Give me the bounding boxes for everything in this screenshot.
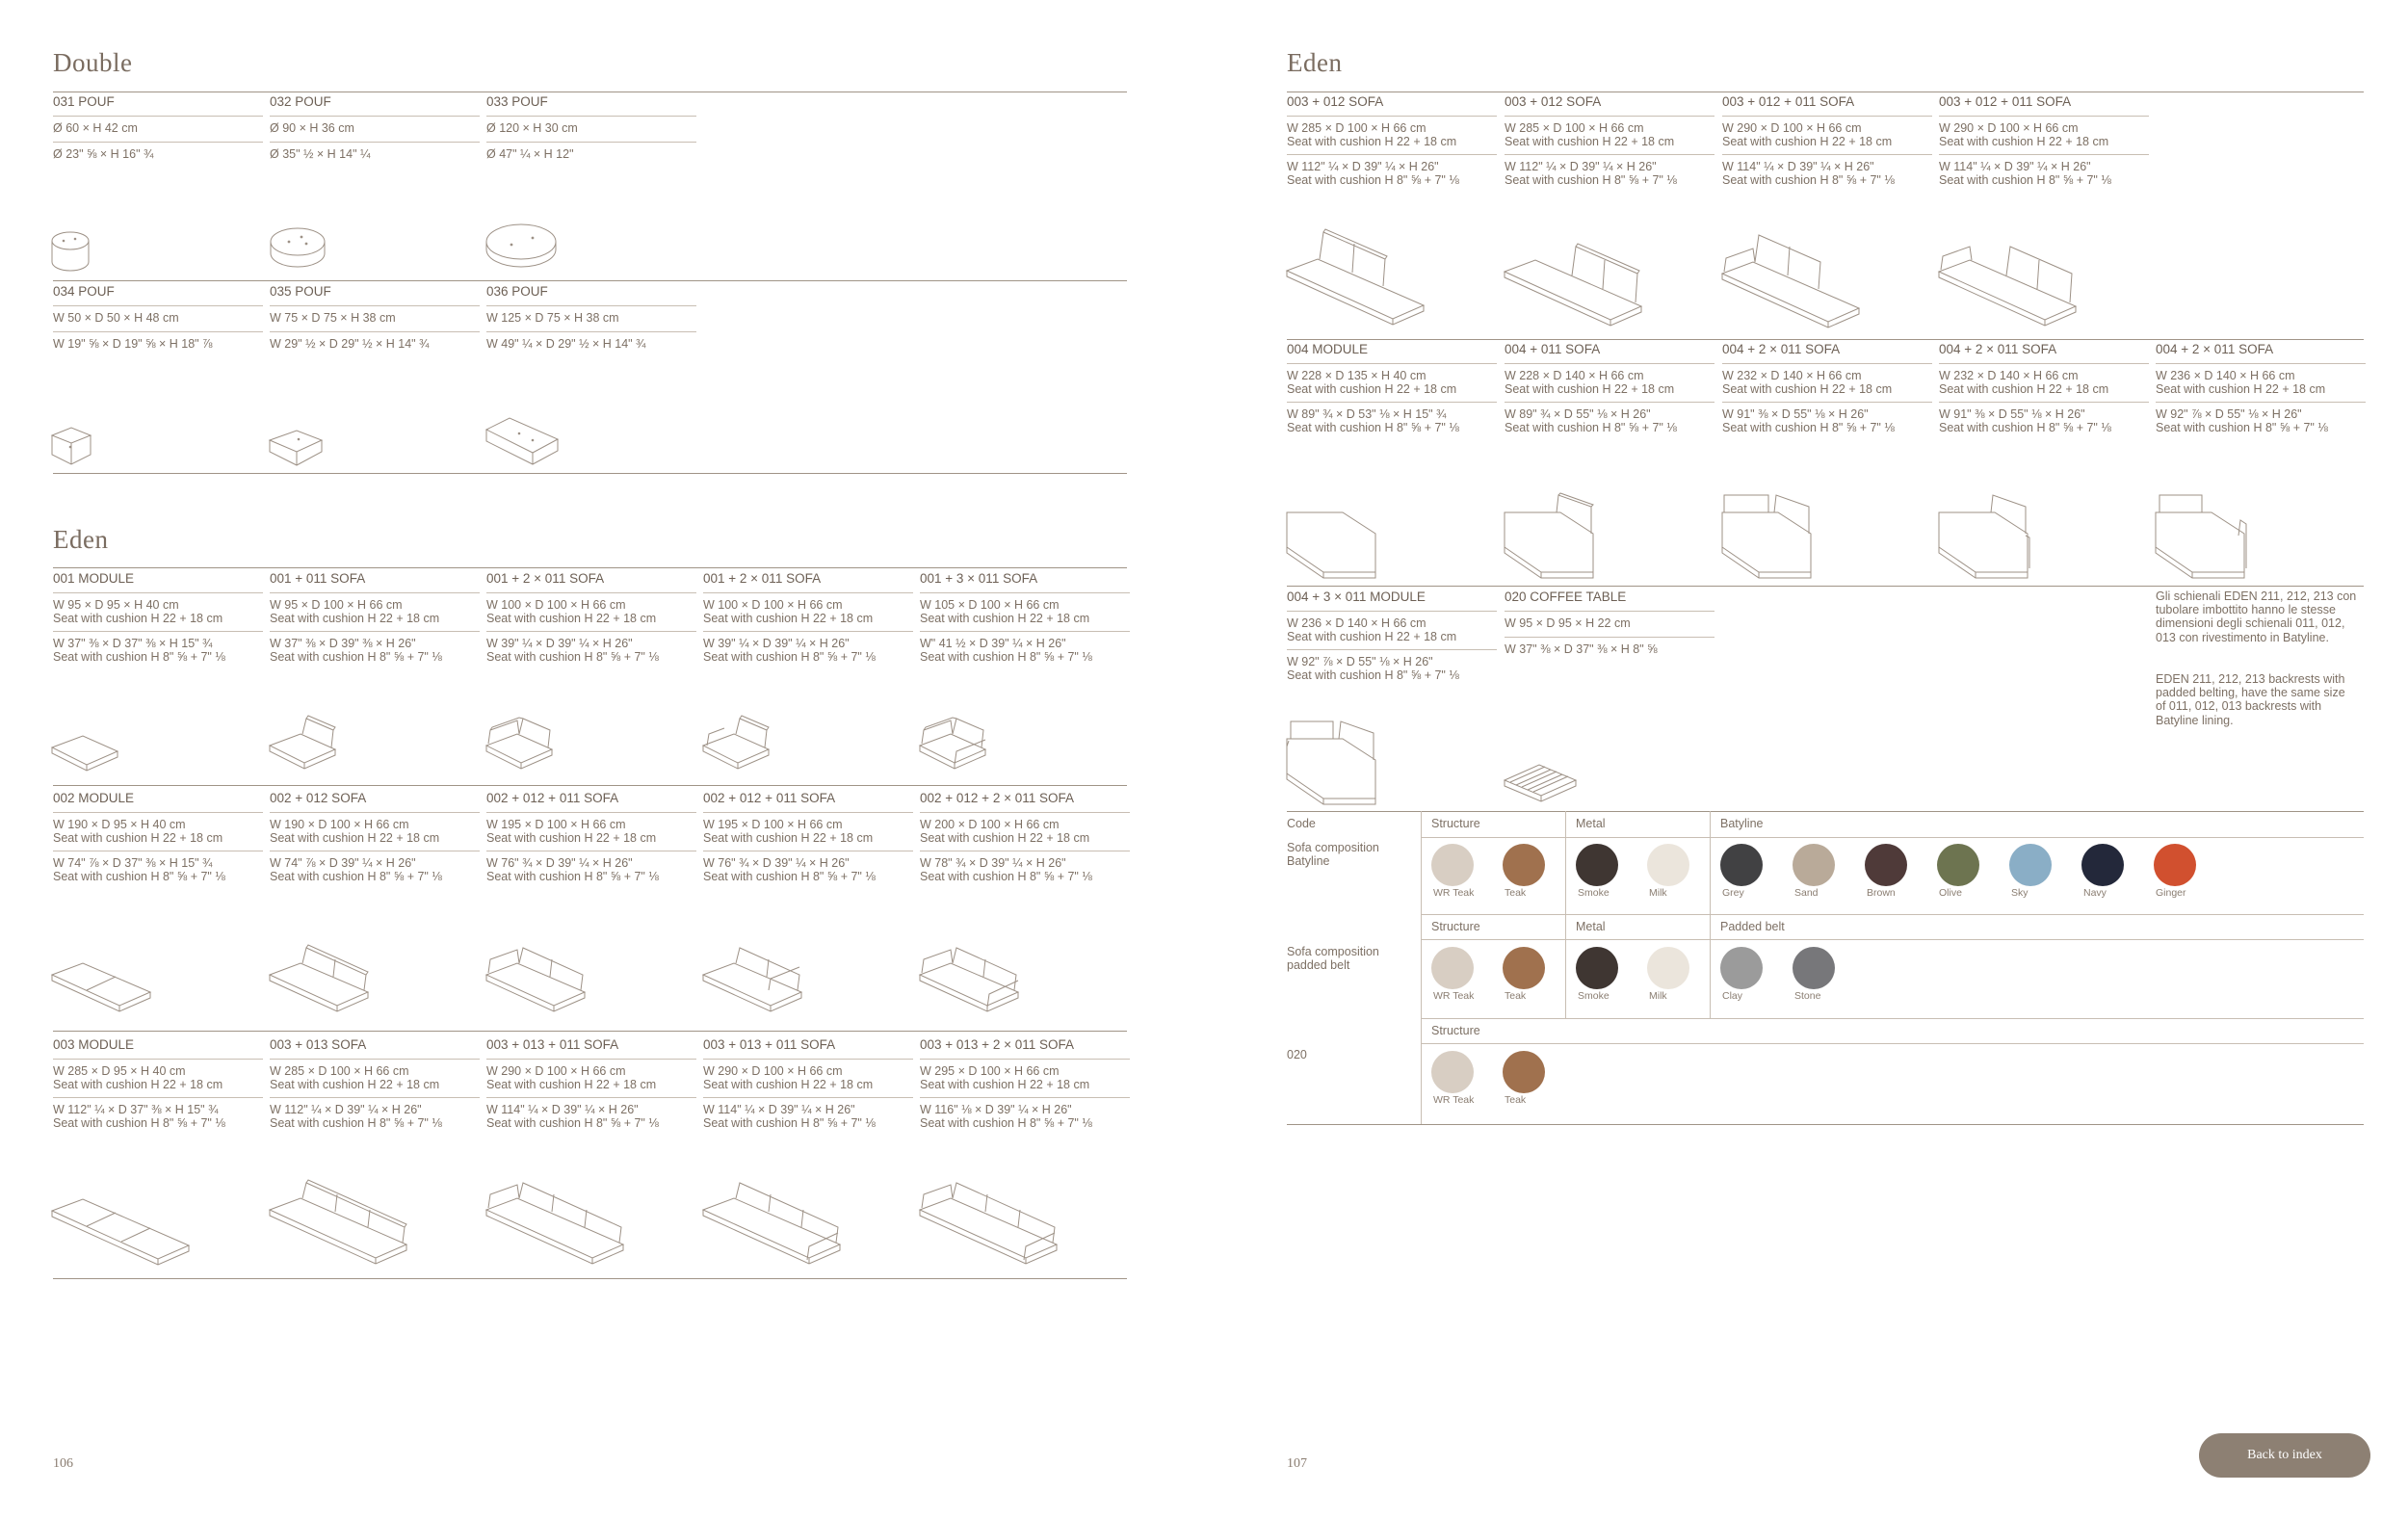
eden-title-right: Eden bbox=[1287, 48, 1343, 77]
swatch-sky bbox=[2009, 844, 2052, 886]
swatch-label: Sky bbox=[2011, 887, 2028, 899]
swatch-stone bbox=[1793, 947, 1835, 989]
pouf-round-medium-drawing bbox=[268, 224, 329, 273]
product-003-012-sofa: 003 + 012 SOFA W 285 × D 100 × H 66 cm Seat with cushion H 22 + 18 cm W 112" ¼ × D 39" ¼ × H 26" Seat with cushion H 8" ⅝ + 7" ⅛ bbox=[1287, 94, 1497, 187]
module-double-drawing bbox=[50, 954, 156, 1021]
pouf-square-medium-drawing bbox=[268, 427, 326, 469]
swatch-label: Navy bbox=[2083, 887, 2107, 899]
sofa-001-3x011-drawing bbox=[918, 713, 993, 776]
product-004-011-sofa: 004 + 011 SOFA W 228 × D 140 × H 66 cm Seat with cushion H 22 + 18 cm W 89" ¾ × D 55" ⅛ × H 26" Seat with cushion H 8" ⅝ + 7" ⅛ bbox=[1505, 342, 1714, 434]
swatch-wr-teak bbox=[1431, 1051, 1474, 1093]
sofa-003-012-011-drawing bbox=[1720, 229, 1865, 335]
product-003-012-sofa: 003 + 012 SOFA W 285 × D 100 × H 66 cm Seat with cushion H 22 + 18 cm W 112" ¼ × D 39" ¼ × H 26" Seat with cushion H 8" ⅝ + 7" ⅛ bbox=[1505, 94, 1714, 187]
sofa-004-3x011-drawing bbox=[1285, 718, 1381, 808]
swatch-wr-teak bbox=[1431, 844, 1474, 886]
sofa-001-2x011-drawing bbox=[484, 713, 556, 776]
row-rule bbox=[53, 280, 1127, 281]
materials-row-rule bbox=[1421, 939, 2364, 940]
product-004-2x011-sofa-wide: 004 + 2 × 011 SOFA W 236 × D 140 × H 66 cm Seat with cushion H 22 + 18 cm W 92" ⅞ × D 55" ⅛ × H 26" Seat with cushion H 8" ⅝ + 7" ⅛ bbox=[2156, 342, 2366, 434]
product-001-2x011-sofa: 001 + 2 × 011 SOFA W 100 × D 100 × H 66 cm Seat with cushion H 22 + 18 cm W 39" ¼ × D 39" ¼ × H 26" Seat with cushion H 8" ⅝ + 7" ⅛ bbox=[486, 571, 696, 664]
product-003-module: 003 MODULE W 285 × D 95 × H 40 cm Seat with cushion H 22 + 18 cm W 112" ¼ × D 37" ⅜ × H 15" ¾ Seat with cushion H 8" ⅝ + 7" ⅛ bbox=[53, 1037, 263, 1130]
product-020-coffee-table: 020 COFFEE TABLE W 95 × D 95 × H 22 cm W 37" ⅜ × D 37" ⅜ × H 8" ⅝ bbox=[1505, 589, 1714, 656]
page-number-left: 106 bbox=[53, 1456, 73, 1471]
product-001-2x011-sofa: 001 + 2 × 011 SOFA W 100 × D 100 × H 66 cm Seat with cushion H 22 + 18 cm W 39" ¼ × D 39" ¼ × H 26" Seat with cushion H 8" ⅝ + 7" ⅛ bbox=[703, 571, 913, 664]
swatch-label: Teak bbox=[1505, 990, 1527, 1002]
product-002-012-011-sofa: 002 + 012 + 011 SOFA W 195 × D 100 × H 66 cm Seat with cushion H 22 + 18 cm W 76" ¾ × D 39" ¼ × H 26" Seat with cushion H 8" ⅝ + 7" ⅛ bbox=[703, 791, 913, 883]
group-title-structure: Structure bbox=[1431, 920, 1480, 933]
materials-row-rule bbox=[1421, 1018, 2364, 1019]
swatch-milk bbox=[1647, 947, 1689, 989]
product-003-013-011-sofa: 003 + 013 + 011 SOFA W 290 × D 100 × H 66 cm Seat with cushion H 22 + 18 cm W 114" ¼ × D 39" ¼ × H 26" Seat with cushion H 8" ⅝ + 7" ⅛ bbox=[486, 1037, 696, 1130]
product-002-module: 002 MODULE W 190 × D 95 × H 40 cm Seat with cushion H 22 + 18 cm W 74" ⅞ × D 37" ⅜ × H 15" ¾ Seat with cushion H 8" ⅝ + 7" ⅛ bbox=[53, 791, 263, 883]
module-triple-drawing bbox=[50, 1190, 195, 1272]
swatch-label: Teak bbox=[1505, 1094, 1527, 1106]
swatch-label: Smoke bbox=[1578, 990, 1610, 1002]
group-title-batyline: Batyline bbox=[1720, 817, 1764, 830]
swatch-label: Brown bbox=[1867, 887, 1896, 899]
pouf-square-small-drawing bbox=[50, 424, 94, 468]
row-rule bbox=[1287, 586, 2364, 587]
sofa-004-2x011-alt-drawing bbox=[1937, 491, 2033, 582]
swatch-smoke bbox=[1576, 844, 1618, 886]
group-title-metal: Metal bbox=[1576, 920, 1606, 933]
swatch-milk bbox=[1647, 844, 1689, 886]
swatch-ginger bbox=[2154, 844, 2196, 886]
title-rule bbox=[53, 567, 1127, 568]
swatch-label: Milk bbox=[1649, 887, 1667, 899]
swatch-label: Clay bbox=[1722, 990, 1743, 1002]
sofa-002-012-011-alt-drawing bbox=[701, 934, 807, 1017]
product-001-011-sofa: 001 + 011 SOFA W 95 × D 100 × H 66 cm Seat with cushion H 22 + 18 cm W 37" ⅜ × D 39" ⅜ × H 26" Seat with cushion H 8" ⅝ + 7" ⅛ bbox=[270, 571, 480, 664]
product-001-module: 001 MODULE W 95 × D 95 × H 40 cm Seat with cushion H 22 + 18 cm W 37" ⅜ × D 37" ⅜ × H 15" ¾ Seat with cushion H 8" ⅝ + 7" ⅛ bbox=[53, 571, 263, 664]
module-004-drawing bbox=[1285, 509, 1381, 582]
product-035-pouf: 035 POUF W 75 × D 75 × H 38 cm W 29" ½ × D 29" ½ × H 14" ¾ bbox=[270, 284, 480, 351]
group-title-padded-belt: Padded belt bbox=[1720, 920, 1785, 933]
swatch-brown bbox=[1865, 844, 1907, 886]
product-034-pouf: 034 POUF W 50 × D 50 × H 48 cm W 19" ⅝ × D 19" ⅝ × H 18" ⅞ bbox=[53, 284, 263, 351]
product-002-012-011-sofa: 002 + 012 + 011 SOFA W 195 × D 100 × H 66 cm Seat with cushion H 22 + 18 cm W 76" ¾ × D 39" ¼ × H 26" Seat with cushion H 8" ⅝ + 7" ⅛ bbox=[486, 791, 696, 883]
note-english: EDEN 211, 212, 213 backrests with padded belting, have the same size of 011, 012, 013 backrests with Batyline lining. bbox=[2156, 672, 2345, 727]
sofa-004-2x011-wide-drawing bbox=[2154, 491, 2250, 582]
sofa-003-012-alt-drawing bbox=[1503, 239, 1647, 335]
product-003-013-2x011-sofa: 003 + 013 + 2 × 011 SOFA W 295 × D 100 × H 66 cm Seat with cushion H 22 + 18 cm W 116" ⅛ × D 39" ¼ × H 26" Seat with cushion H 8" ⅝ + 7" ⅛ bbox=[920, 1037, 1130, 1130]
sofa-003-013-011-drawing bbox=[484, 1165, 629, 1271]
materials-top-rule bbox=[1287, 811, 2364, 812]
page-number-right: 107 bbox=[1287, 1456, 1307, 1471]
product-003-012-011-sofa: 003 + 012 + 011 SOFA W 290 × D 100 × H 66 cm Seat with cushion H 22 + 18 cm W 114" ¼ × D 39" ¼ × H 26" Seat with cushion H 8" ⅝ + 7" ⅛ bbox=[1722, 94, 1932, 187]
row-label-padded-belt: Sofa composition padded belt bbox=[1287, 945, 1379, 972]
row-label-020: 020 bbox=[1287, 1048, 1307, 1061]
product-032-pouf: 032 POUF Ø 90 × H 36 cm Ø 35" ½ × H 14" ¼ bbox=[270, 94, 480, 161]
swatch-label: WR Teak bbox=[1433, 1094, 1475, 1106]
row-label-batyline: Sofa composition Batyline bbox=[1287, 841, 1379, 868]
product-036-pouf: 036 POUF W 125 × D 75 × H 38 cm W 49" ¼ × D 29" ½ × H 14" ¾ bbox=[486, 284, 696, 351]
swatch-navy bbox=[2081, 844, 2124, 886]
product-031-pouf: 031 POUF Ø 60 × H 42 cm Ø 23" ⅝ × H 16" ¾ bbox=[53, 94, 263, 161]
product-003-013-011-sofa: 003 + 013 + 011 SOFA W 290 × D 100 × H 66 cm Seat with cushion H 22 + 18 cm W 114" ¼ × D 39" ¼ × H 26" Seat with cushion H 8" ⅝ + 7" ⅛ bbox=[703, 1037, 913, 1130]
swatch-label: WR Teak bbox=[1433, 887, 1475, 899]
swatch-teak bbox=[1503, 844, 1545, 886]
group-title-metal: Metal bbox=[1576, 817, 1606, 830]
sofa-004-2x011-drawing bbox=[1720, 489, 1817, 582]
back-to-index-button[interactable]: Back to index bbox=[2199, 1433, 2370, 1478]
coffee-table-slatted-drawing bbox=[1503, 761, 1580, 807]
sofa-001-2x011-alt-drawing bbox=[701, 713, 772, 776]
swatch-sand bbox=[1793, 844, 1835, 886]
swatch-label: WR Teak bbox=[1433, 990, 1475, 1002]
swatch-teak bbox=[1503, 947, 1545, 989]
materials-row-rule bbox=[1421, 914, 2364, 915]
sofa-004-011-drawing bbox=[1503, 491, 1599, 582]
swatch-olive bbox=[1937, 844, 1979, 886]
sofa-002-012-2x011-drawing bbox=[918, 934, 1026, 1017]
swatch-label: Smoke bbox=[1578, 887, 1610, 899]
sofa-002-012-drawing bbox=[268, 934, 374, 1017]
swatch-label: Grey bbox=[1722, 887, 1744, 899]
materials-row-rule bbox=[1421, 837, 2364, 838]
swatch-label: Ginger bbox=[2156, 887, 2186, 899]
product-004-2x011-sofa: 004 + 2 × 011 SOFA W 232 × D 140 × H 66 cm Seat with cushion H 22 + 18 cm W 91" ⅜ × D 55" ⅛ × H 26" Seat with cushion H 8" ⅝ + 7" ⅛ bbox=[1939, 342, 2149, 434]
product-003-013-sofa: 003 + 013 SOFA W 285 × D 100 × H 66 cm Seat with cushion H 22 + 18 cm W 112" ¼ × D 39" ¼ × H 26" Seat with cushion H 8" ⅝ + 7" ⅛ bbox=[270, 1037, 480, 1130]
swatch-clay bbox=[1720, 947, 1763, 989]
product-004-3x011-module: 004 + 3 × 011 MODULE W 236 × D 140 × H 66 cm Seat with cushion H 22 + 18 cm W 92" ⅞ × D 55" ⅛ × H 26" Seat with cushion H 8" ⅝ + 7" ⅛ bbox=[1287, 589, 1497, 682]
pouf-rect-large-drawing bbox=[484, 412, 562, 466]
double-title: Double bbox=[53, 48, 133, 77]
product-001-3x011-sofa: 001 + 3 × 011 SOFA W 105 × D 100 × H 66 cm Seat with cushion H 22 + 18 cm W" 41 ½ × D 39" ¼ × H 26" Seat with cushion H 8" ⅝ + 7" ⅛ bbox=[920, 571, 1130, 664]
product-002-012-sofa: 002 + 012 SOFA W 190 × D 100 × H 66 cm Seat with cushion H 22 + 18 cm W 74" ⅞ × D 39" ¼ × H 26" Seat with cushion H 8" ⅝ + 7" ⅛ bbox=[270, 791, 480, 883]
pouf-round-small-drawing bbox=[50, 229, 92, 275]
product-004-module: 004 MODULE W 228 × D 135 × H 40 cm Seat with cushion H 22 + 18 cm W 89" ¾ × D 53" ⅛ × H 15" ¾ Seat with cushion H 8" ⅝ + 7" ⅛ bbox=[1287, 342, 1497, 434]
code-column-divider bbox=[1421, 811, 1422, 1124]
swatch-smoke bbox=[1576, 947, 1618, 989]
row-rule bbox=[53, 1278, 1127, 1279]
sofa-003-013-011-alt-drawing bbox=[701, 1165, 846, 1271]
sofa-002-012-011-drawing bbox=[484, 934, 590, 1017]
swatch-label: Olive bbox=[1939, 887, 1962, 899]
module-single-drawing bbox=[50, 730, 121, 778]
note-italian: Gli schienali EDEN 211, 212, 213 con tubolare imbottito hanno le stesse dimensioni degli schienali 011, 012, 013 con rivestimento in Batyline. bbox=[2156, 589, 2357, 644]
swatch-wr-teak bbox=[1431, 947, 1474, 989]
swatch-teak bbox=[1503, 1051, 1545, 1093]
sofa-001-011-drawing bbox=[268, 713, 339, 776]
code-header: Code bbox=[1287, 817, 1316, 830]
row-rule bbox=[53, 785, 1127, 786]
swatch-label: Sand bbox=[1794, 887, 1819, 899]
group-title-structure: Structure bbox=[1431, 1024, 1480, 1037]
materials-row-rule bbox=[1421, 1043, 2364, 1044]
pouf-round-large-drawing bbox=[484, 221, 562, 275]
materials-bottom-rule bbox=[1287, 1124, 2364, 1125]
swatch-label: Milk bbox=[1649, 990, 1667, 1002]
row-rule bbox=[1287, 339, 2364, 340]
sofa-003-013-drawing bbox=[268, 1165, 412, 1271]
product-002-012-2x011-sofa: 002 + 012 + 2 × 011 SOFA W 200 × D 100 × H 66 cm Seat with cushion H 22 + 18 cm W 78" ¾ × D 39" ¼ × H 26" Seat with cushion H 8" ⅝ + 7" ⅛ bbox=[920, 791, 1130, 883]
sofa-003-012-011-alt-drawing bbox=[1937, 239, 2081, 335]
product-003-012-011-sofa: 003 + 012 + 011 SOFA W 290 × D 100 × H 66 cm Seat with cushion H 22 + 18 cm W 114" ¼ × D 39" ¼ × H 26" Seat with cushion H 8" ⅝ + 7" ⅛ bbox=[1939, 94, 2149, 187]
swatch-label: Teak bbox=[1505, 887, 1527, 899]
product-004-2x011-sofa: 004 + 2 × 011 SOFA W 232 × D 140 × H 66 cm Seat with cushion H 22 + 18 cm W 91" ⅜ × D 55" ⅛ × H 26" Seat with cushion H 8" ⅝ + 7" ⅛ bbox=[1722, 342, 1932, 434]
swatch-grey bbox=[1720, 844, 1763, 886]
sofa-003-012-drawing bbox=[1285, 226, 1429, 334]
row-rule bbox=[53, 473, 1127, 474]
eden-title-left: Eden bbox=[53, 525, 109, 554]
row-rule bbox=[53, 1031, 1127, 1032]
product-033-pouf: 033 POUF Ø 120 × H 30 cm Ø 47" ¼ × H 12" bbox=[486, 94, 696, 161]
sofa-003-013-2x011-drawing bbox=[918, 1165, 1062, 1271]
swatch-label: Stone bbox=[1794, 990, 1821, 1002]
group-title-structure: Structure bbox=[1431, 817, 1480, 830]
